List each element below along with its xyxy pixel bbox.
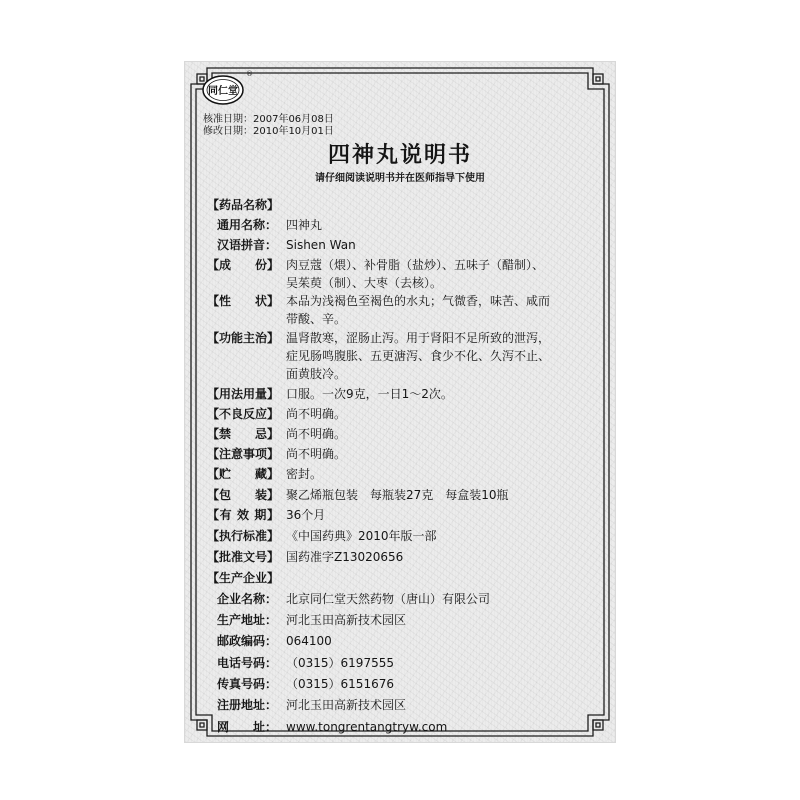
approval-date: 核准日期：2007年06月08日 [203, 114, 334, 125]
section-value [286, 256, 596, 292]
section-label: 【成 份】 [207, 258, 280, 272]
field-label: 生产地址： [217, 613, 278, 627]
value-line: 面黄肢冷。 [286, 367, 347, 381]
instruction-leaflet [185, 62, 615, 742]
field-value: 北京同仁堂天然药物（唐山）有限公司 [286, 592, 491, 606]
section-value [286, 329, 596, 383]
field-label: 注册地址： [217, 698, 278, 712]
field-value: Sishen Wan [286, 238, 356, 252]
section-value: 口服。一次9克，一日1～2次。 [286, 387, 453, 401]
section-label: 【生产企业】 [207, 571, 280, 585]
tongrentang-logo [201, 74, 245, 106]
section-value: 国药准字Z13020656 [286, 550, 404, 564]
section-label: 【禁 忌】 [207, 427, 280, 441]
field-label: 邮政编码： [217, 634, 278, 648]
section-label: 【功能主治】 [207, 331, 280, 345]
value-line: 症见肠鸣腹胀、五更溏泻、食少不化、久泻不止、 [286, 349, 551, 363]
value-line: 吴茱萸（制）、大枣（去核）。 [286, 276, 443, 290]
field-label: 电话号码： [217, 656, 278, 670]
section-value: 尚不明确。 [286, 447, 347, 461]
revision-date: 修改日期：2010年10月01日 [203, 126, 334, 137]
value-line: 肉豆蔻（煨）、补骨脂（盐炒）、五味子（醋制）、 [286, 258, 545, 272]
field-value: （0315）6197555 [286, 656, 394, 670]
field-label: 通用名称： [217, 218, 278, 232]
section-label: 【注意事项】 [207, 447, 280, 461]
document-subtitle: 请仔细阅读说明书并在医师指导下使用 [315, 173, 485, 184]
value-line: 本品为浅褐色至褐色的水丸；气微香，味苦、咸而 [286, 294, 551, 308]
section-value: 36个月 [286, 508, 326, 522]
section-label: 【有 效 期】 [207, 508, 279, 522]
section-label: 【批准文号】 [207, 550, 280, 564]
section-label: 【包 装】 [207, 488, 280, 502]
field-value: 河北玉田高新技术园区 [286, 698, 407, 712]
field-value: 河北玉田高新技术园区 [286, 613, 407, 627]
field-value: （0315）6151676 [286, 677, 394, 691]
section-label: 【药品名称】 [207, 198, 280, 212]
section-label: 【执行标准】 [207, 529, 280, 543]
document-title: 四神丸说明书 [327, 143, 472, 168]
field-label: 汉语拼音： [217, 238, 278, 252]
field-value: 四神丸 [286, 218, 323, 232]
section-label: 【性 状】 [207, 294, 280, 308]
section-value [286, 292, 596, 328]
section-value: 聚乙烯瓶包装 每瓶装27克 每盒装10瓶 [286, 488, 509, 502]
value-line: 温肾散寒，涩肠止泻。用于肾阳不足所致的泄泻， [286, 331, 551, 345]
section-label: 【不良反应】 [207, 407, 280, 421]
field-value: 064100 [286, 634, 332, 648]
section-label: 【贮 藏】 [207, 467, 280, 481]
section-label: 【用法用量】 [207, 387, 280, 401]
field-label: 企业名称： [217, 592, 278, 606]
field-value: www.tongrentangtryw.com [286, 720, 448, 734]
section-value: 尚不明确。 [286, 407, 347, 421]
svg-text:同仁堂: 同仁堂 [208, 86, 238, 97]
section-value: 密封。 [286, 467, 323, 481]
section-value: 《中国药典》2010年版一部 [286, 529, 437, 543]
registered-mark: ® [246, 70, 253, 78]
section-value: 尚不明确。 [286, 427, 347, 441]
value-line: 带酸、辛。 [286, 312, 347, 326]
field-label: 传真号码： [217, 677, 278, 691]
field-label: 网 址： [217, 720, 278, 734]
